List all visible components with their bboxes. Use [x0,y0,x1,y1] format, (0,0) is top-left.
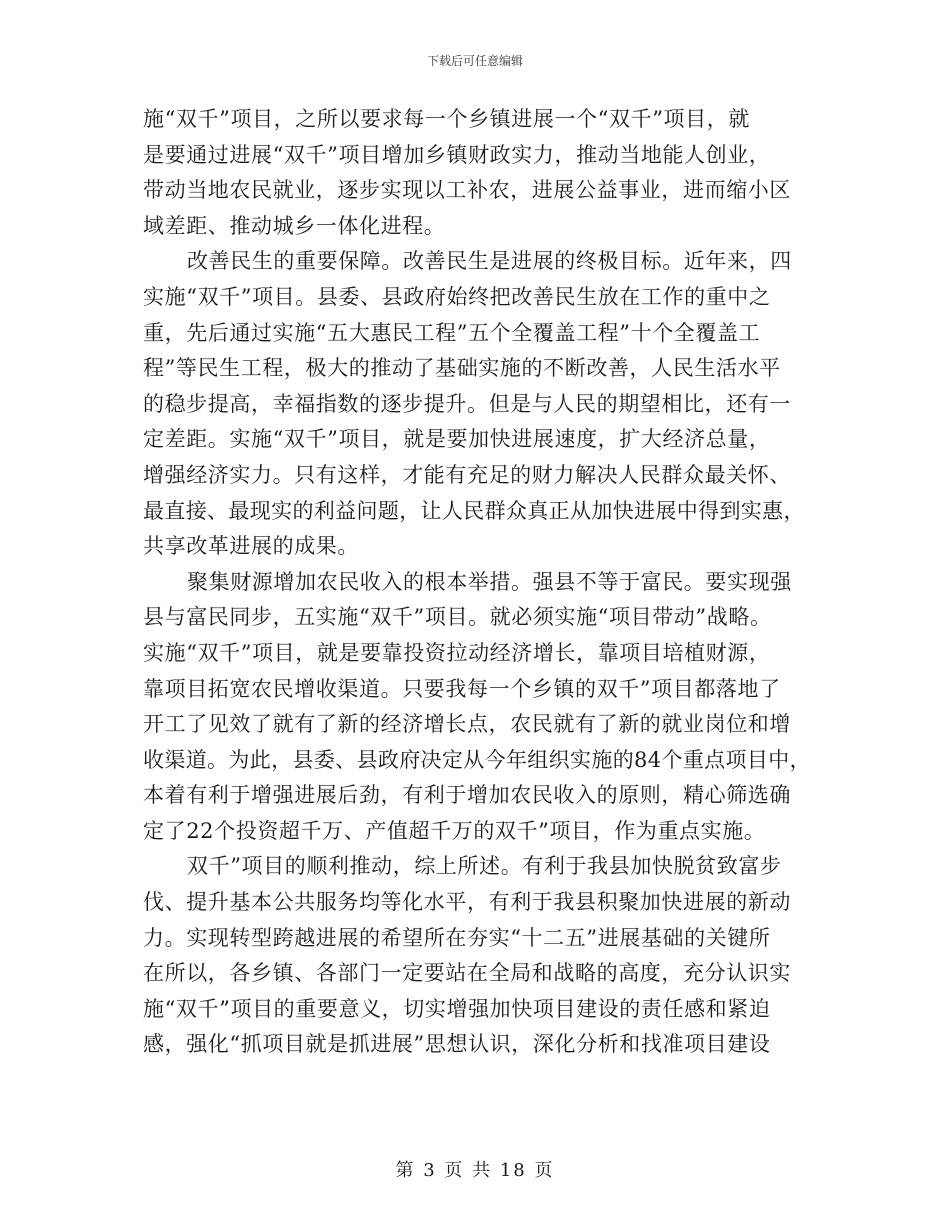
text-line: 最直接、最现实的利益问题，让人民群众真正从加快进展中得到实惠， [143,498,805,523]
text-line: 开工了见效了就有了新的经济增长点，农民就有了新的就业岗位和增 [143,712,791,737]
text-line: 力。实现转型跨越进展的希望所在夯实“十二五”进展基础的关键所 [143,925,771,950]
text-line: 施“双千”项目的重要意义，切实增强加快项目建设的责任感和紧迫 [143,996,771,1021]
text-line: 程”等民生工程，极大的推动了基础实施的不断改善，人民生活水平 [143,356,781,381]
text-line: 感，强化“抓项目就是抓进展”思想认识，深化分析和找准项目建设 [143,1032,771,1057]
text-line: 县与富民同步，五实施“双千”项目。就必须实施“项目带动”战略。 [143,605,772,630]
text-line: 定了22个投资超千万、产值超千万的双千”项目，作为重点实施。 [143,818,766,843]
text-line: 带动当地农民就业，逐步实现以工补农，进展公益事业，进而缩小区 [143,178,791,203]
text-line: 重，先后通过实施“五大惠民工程”五个全覆盖工程”十个全覆盖工 [143,320,761,345]
text-line: 的稳步提高，幸福指数的逐步提升。但是与人民的期望相比，还有一 [143,391,791,416]
text-line: 定差距。实施“双千”项目，就是要加快进展速度，扩大经济总量， [143,427,771,452]
text-line: 双千”项目的顺利推动，综上所述。有利于我县加快脱贫致富步 [187,854,782,879]
text-line: 本着有利于增强进展后劲，有利于增加农民收入的原则，精心筛选确 [143,783,791,808]
text-line: 在所以，各乡镇、各部门一定要站在全局和战略的高度，充分认识实 [143,961,791,986]
page-header: 下载后可任意编辑 [426,54,523,68]
text-line: 实施“双千”项目，就是要靠投资拉动经济增长，靠项目培植财源， [143,640,771,665]
paragraph-4 [143,849,811,1063]
text-line: 聚集财源增加农民收入的根本举措。强县不等于富民。要实现强 [187,569,792,594]
page-number-footer: 第 3 页 共 18 页 [395,1160,555,1181]
paragraph-3 [143,565,811,850]
text-line: 收渠道。为此，县委、县政府决定从今年组织实施的84个重点项目中， [143,747,811,772]
paragraph-2 [143,244,811,564]
text-line: 施“双千”项目，之所以要求每一个乡镇进展一个“双千”项目，就 [143,107,750,131]
document-body [143,102,811,1063]
text-line: 域差距、推动城乡一体化进程。 [143,213,446,238]
text-line: 共享改革进展的成果。 [143,534,359,559]
text-line: 实施“双千”项目。县委、县政府始终把改善民生放在工作的重中之 [143,284,771,309]
paragraph-1 [143,102,811,244]
text-line: 改善民生的重要保障。改善民生是进展的终极目标。近年来，四 [187,249,792,274]
text-line: 靠项目拓宽农民增收渠道。只要我每一个乡镇的双千”项目都落地了 [143,676,781,701]
text-line: 伐、提升基本公共服务均等化水平，有利于我县积聚加快进展的新动 [143,890,791,915]
text-line: 增强经济实力。只有这样，才能有充足的财力解决人民群众最关怀、 [143,462,791,487]
text-line: 是要通过进展“双千”项目增加乡镇财政实力，推动当地能人创业， [143,142,771,167]
